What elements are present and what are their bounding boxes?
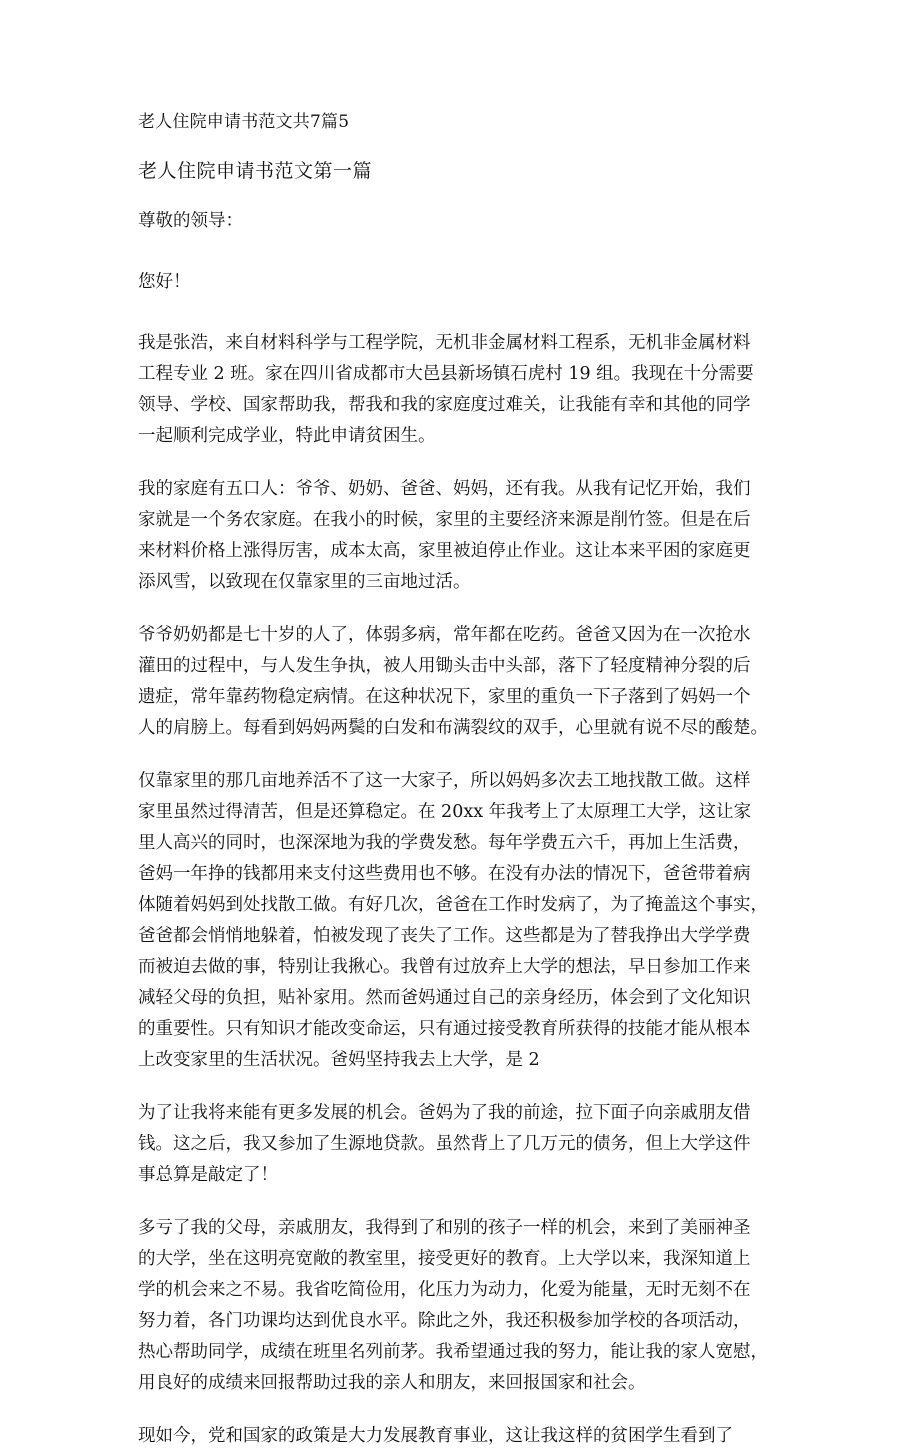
paragraph-line: 家里虽然过得清苦，但是还算稳定。在 20xx 年我考上了太原理工大学，这让家	[138, 802, 752, 822]
salutation: 尊敬的领导：	[138, 211, 243, 231]
paragraph-line: 多亏了我的父母，亲戚朋友，我得到了和别的孩子一样的机会，来到了美丽神圣	[138, 1218, 751, 1238]
paragraph-line: 人的肩膀上。每看到妈妈两鬓的白发和布满裂纹的双手，心里就有说不尽的酸楚。	[138, 718, 768, 738]
paragraph-3	[138, 620, 920, 744]
paragraph-line: 事总算是敲定了！	[138, 1165, 278, 1185]
paragraph-line: 来材料价格上涨得厉害，成本太高，家里被迫停止作业。这让本来平困的家庭更	[138, 541, 751, 561]
paragraph-line: 用良好的成绩来回报帮助过我的亲人和朋友，来回报国家和社会。	[138, 1373, 646, 1393]
paragraph-line: 工程专业 2 班。家在四川省成都市大邑县新场镇石虎村 19 组。我现在十分需要	[138, 364, 754, 384]
paragraph-line: 钱。这之后，我又参加了生源地贷款。虽然背上了几万元的债务，但上大学这件	[138, 1134, 751, 1154]
paragraph-line: 仅靠家里的那几亩地养活不了这一大家子，所以妈妈多次去工地找散工做。这样	[138, 771, 751, 791]
paragraph-line: 添风雪，以致现在仅靠家里的三亩地过活。	[138, 572, 471, 592]
paragraph-1	[138, 328, 920, 452]
paragraph-6	[138, 1213, 920, 1399]
paragraph-line: 我的家庭有五口人：爷爷、奶奶、爸爸、妈妈，还有我。从我有记忆开始，我们	[138, 479, 751, 499]
paragraph-line: 学的机会来之不易。我省吃简俭用，化压力为动力，化爱为能量，无时无刻不在	[138, 1280, 751, 1300]
paragraph-line: 家就是一个务农家庭。在我小的时候，家里的主要经济来源是削竹签。但是在后	[138, 510, 751, 530]
paragraph-line: 爸妈一年挣的钱都用来支付这些费用也不够。在没有办法的情况下，爸爸带着病	[138, 864, 751, 884]
greeting: 您好！	[138, 272, 191, 292]
paragraph-line: 上改变家里的生活状况。爸妈坚持我去上大学，是 2	[138, 1050, 540, 1070]
paragraph-line: 里人高兴的同时，也深深地为我的学费发愁。每年学费五六千，再加上生活费，	[138, 833, 751, 853]
paragraph-line: 灌田的过程中，与人发生争执，被人用锄头击中头部，落下了轻度精神分裂的后	[138, 656, 751, 676]
paragraph-line: 我是张浩，来自材料科学与工程学院，无机非金属材料工程系，无机非金属材料	[138, 333, 751, 353]
paragraph-line: 体随着妈妈到处找散工做。有好几次，爸爸在工作时发病了，为了掩盖这个事实，	[138, 895, 768, 915]
paragraph-line: 为了让我将来能有更多发展的机会。爸妈为了我的前途，拉下面子向亲戚朋友借	[138, 1103, 751, 1123]
section-title: 老人住院申请书范文第一篇	[138, 160, 373, 182]
paragraph-line: 减轻父母的负担，贴补家用。然而爸妈通过自己的亲身经历，体会到了文化知识	[138, 988, 751, 1008]
paragraph-line: 热心帮助同学，成绩在班里名列前茅。我希望通过我的努力，能让我的家人宽慰，	[138, 1342, 768, 1362]
paragraph-line: 爷爷奶奶都是七十岁的人了，体弱多病，常年都在吃药。爸爸又因为在一次抢水	[138, 625, 751, 645]
paragraph-line: 现如今，党和国家的政策是大力发展教育事业，这让我这样的贫困学生看到了	[138, 1426, 733, 1446]
paragraph-line: 遗症，常年靠药物稳定病情。在这种状况下，家里的重负一下子落到了妈妈一个	[138, 687, 751, 707]
paragraph-line: 努力着，各门功课均达到优良水平。除此之外，我还积极参加学校的各项活动，	[138, 1311, 751, 1331]
document-title: 老人住院申请书范文共7篇5	[138, 112, 350, 132]
paragraph-2	[138, 474, 920, 598]
paragraph-line: 一起顺利完成学业，特此申请贫困生。	[138, 426, 436, 446]
paragraph-line: 的大学，坐在这明亮宽敞的教室里，接受更好的教育。上大学以来，我深知道上	[138, 1249, 751, 1269]
paragraph-4	[138, 766, 920, 1076]
paragraph-7	[138, 1421, 920, 1452]
paragraph-line: 的重要性。只有知识才能改变命运，只有通过接受教育所获得的技能才能从根本	[138, 1019, 751, 1039]
paragraph-line: 领导、学校、国家帮助我，帮我和我的家庭度过难关，让我能有幸和其他的同学	[138, 395, 751, 415]
paragraph-5	[138, 1098, 920, 1191]
paragraph-line: 爸爸都会悄悄地躲着，怕被发现了丧失了工作。这些都是为了替我挣出大学学费	[138, 926, 751, 946]
paragraph-line: 而被迫去做的事，特别让我揪心。我曾有过放弃上大学的想法，早日参加工作来	[138, 957, 751, 977]
